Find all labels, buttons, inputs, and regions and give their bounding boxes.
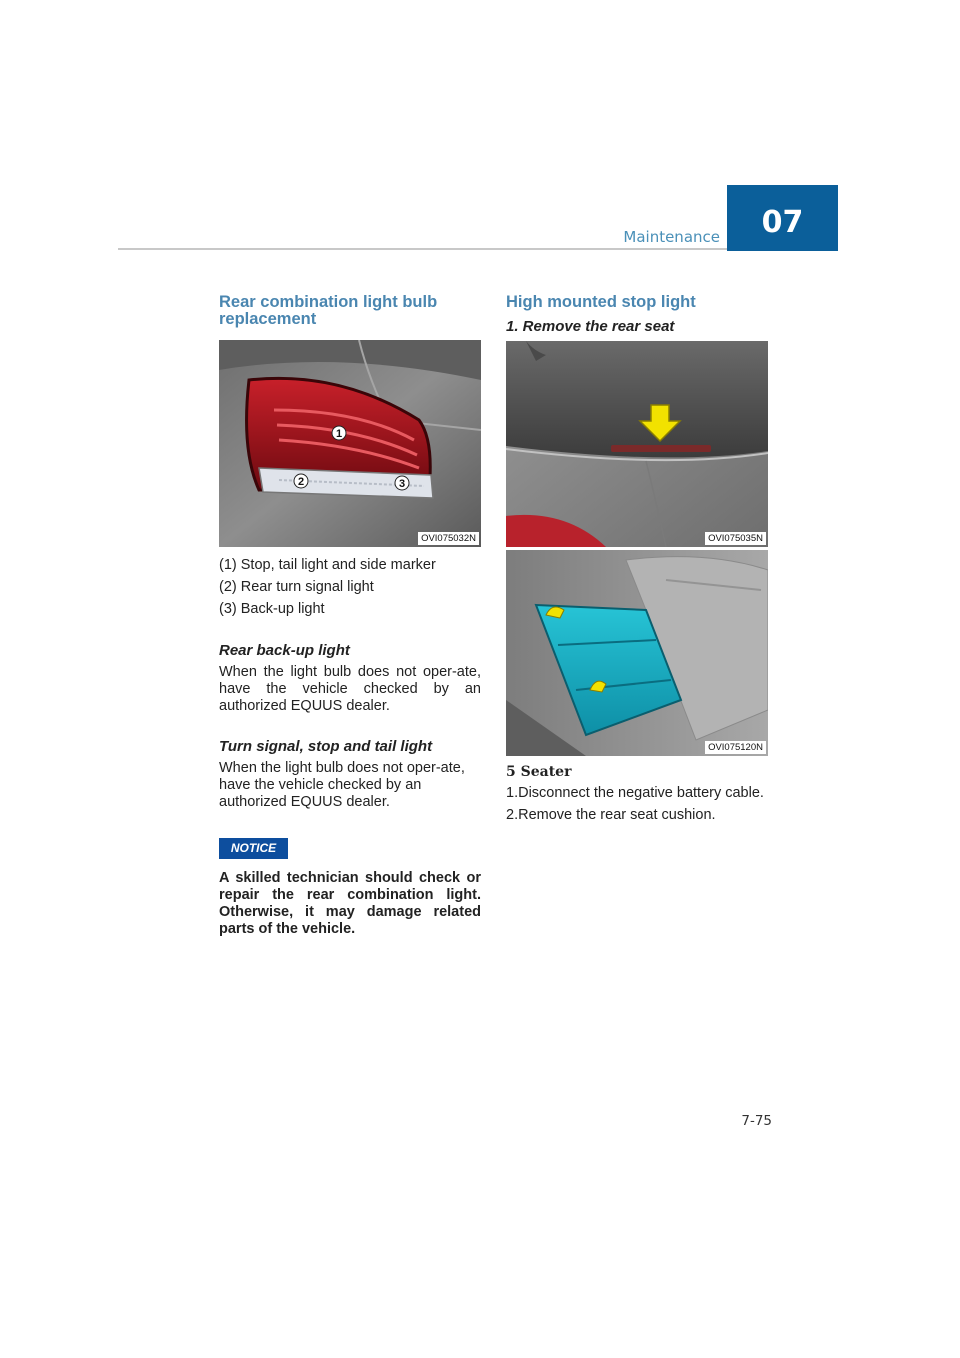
notice-badge: NOTICE — [219, 838, 288, 859]
stop-light-figure — [506, 341, 768, 547]
callout-1: 1 — [335, 428, 343, 440]
chapter-number: 07 — [727, 185, 838, 251]
figure-code: OVI075032N — [418, 532, 479, 545]
rear-seat-illustration — [506, 550, 768, 756]
stop-light-illustration — [506, 341, 768, 547]
legend-item: (3) Back-up light — [219, 601, 325, 617]
section-title: Maintenance — [623, 228, 720, 246]
callout-2: 2 — [297, 476, 305, 488]
rear-light-illustration — [219, 340, 481, 547]
steps-list — [506, 785, 768, 824]
callout-3: 3 — [398, 478, 406, 490]
step-item: 2.Remove the rear seat cushion. — [506, 807, 716, 823]
legend-item: (1) Stop, tail light and side marker — [219, 557, 436, 573]
rear-light-figure — [219, 340, 481, 547]
turn-heading: Turn signal, stop and tail light — [219, 738, 433, 755]
backup-text: When the light bulb does not oper-ate, have the vehicle checked by an authorized EQUUS dealer. — [219, 664, 481, 714]
left-section-title: Rear combination light bulb replacement — [219, 293, 438, 328]
backup-heading: Rear back-up light — [219, 642, 350, 659]
page-number: 7-75 — [741, 1113, 772, 1129]
turn-text: When the light bulb does not oper-ate, have the vehicle checked by an authorized EQUUS dealer. — [219, 760, 465, 810]
figure-code: OVI075035N — [705, 532, 766, 545]
figure-code: OVI075120N — [705, 741, 766, 754]
right-section-title: High mounted stop light — [506, 293, 696, 311]
legend-list — [219, 557, 481, 618]
notice-text: A skilled technician should check or repair the rear combination light. Otherwise, it may damage related parts of the vehicle. — [219, 870, 481, 937]
step-heading: 1. Remove the rear seat — [506, 318, 675, 335]
legend-item: (2) Rear turn signal light — [219, 579, 374, 595]
step-item: 1.Disconnect the negative battery cable. — [506, 785, 764, 801]
seater-label: 5 Seater — [506, 764, 572, 780]
header-rule — [118, 248, 728, 250]
rear-seat-figure — [506, 550, 768, 756]
